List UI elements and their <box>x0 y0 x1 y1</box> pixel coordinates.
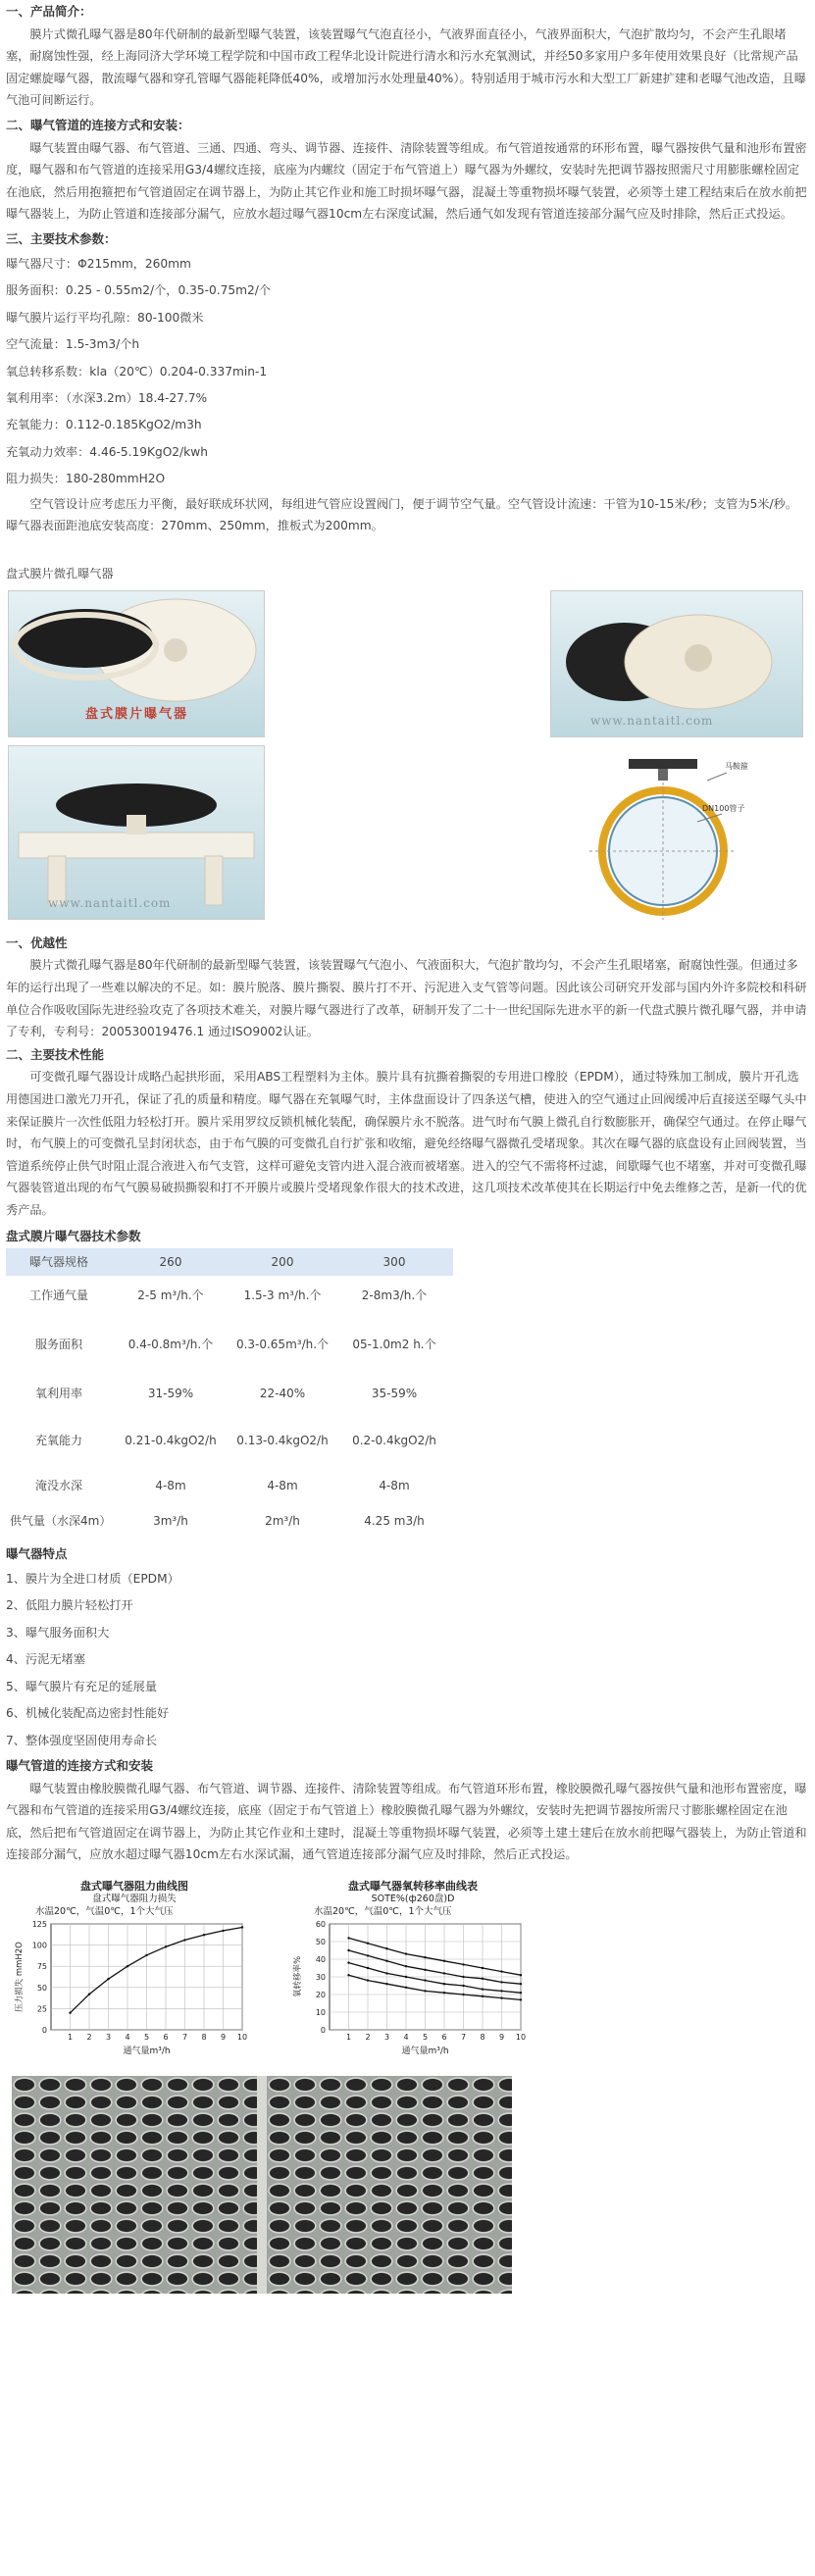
product-photo-top-view <box>550 590 803 737</box>
y-axis-label: 氧转移率% <box>293 1955 303 1998</box>
spec-col-header: 260 <box>112 1248 229 1276</box>
list-item: 2、低阻力膜片轻松打开 <box>6 1598 133 1613</box>
param-item: 充氧能力：0.112-0.185KgO2/m3h <box>6 418 202 432</box>
data-point <box>347 1949 349 1951</box>
main-params-list <box>6 251 809 493</box>
table-cell: 2-8m3/h.个 <box>361 1288 428 1302</box>
data-point <box>500 1981 502 1983</box>
table-cell: 22-40% <box>259 1386 306 1400</box>
data-point <box>385 1960 387 1962</box>
data-point <box>443 1983 445 1985</box>
param-item: 空气流量：1.5-3m3/个h <box>6 337 140 352</box>
spec-table-header <box>6 1248 453 1276</box>
data-point <box>367 1943 369 1945</box>
table-cell: 4-8m <box>267 1478 298 1492</box>
data-point <box>347 1937 349 1939</box>
x-tick-label: 5 <box>422 2033 429 2043</box>
install2-body: 曝气装置由橡胶膜微孔曝气器、布气管道、调节器、连接件、清除装置等组成。布气管道环形布置，橡胶膜微孔曝气器按供气量和池形布置密度，曝气器和布气管道的连接采用G3/4螺纹连接，底座（固定于布气管道上）橡胶膜微孔曝气器为外螺纹，安装时先把调节器按所需尺寸膨胀螺栓固定在池底，然后把布气管道固定在调节器上，为防止其它作业和土建时，混凝土等重物损坏曝气装置，必须等土建土建后在放水前把曝气器装上，为防止管道和连接部分漏气，应放水超过曝气器10cm左右水深试漏，通气管道连接部分漏气应及时排除，然后正式投运。 <box>6 1781 807 1862</box>
data-point <box>165 1945 167 1947</box>
y-tick-label: 30 <box>315 1973 326 1983</box>
data-point <box>183 1939 185 1941</box>
table-cell: 0.2-0.4kgO2/h <box>352 1433 436 1447</box>
table-cell: 2-5 m³/h.个 <box>137 1288 204 1302</box>
main-params-note: 空气管设计应考虑压力平衡，最好联成环状网，每组进气管应设置阀门，便于调节空气量。空气管设计流速：干管为10-15米/秒；支管为5米/秒。曝气器表面距池底安装高度：270mm、250mm，推板式为200mm。 <box>6 496 798 533</box>
data-point <box>241 1926 243 1928</box>
product-photo-label: 盘式膜片曝气器 <box>85 707 189 723</box>
data-point <box>69 2012 71 2014</box>
resistance-chart-condition: 水温20℃，气温0℃，1个大气压 <box>35 1905 174 1917</box>
y-axis-label: 压力损失 mmH2O <box>15 1942 25 2012</box>
y-tick-label: 60 <box>315 1920 326 1930</box>
data-point <box>405 1987 407 1989</box>
table-cell: 淹没水深 <box>34 1478 82 1492</box>
charts-row <box>6 1880 809 2076</box>
tech-perf-body: 可变微孔曝气器设计成略凸起拱形面，采用ABS工程塑料为主体。膜片具有抗撕着撕裂的专用进口橡胶（EPDM），通过特殊加工制成，膜片开孔选用德国进口激光刀开孔，保证了孔的质量和精度。曝气器在充氧曝气时，主体盘面设计了四条送气槽，使进入的空气通过止回阀缓冲后直接送至曝气头中来保证膜片一次性低阻力轻松打开。膜片采用罗纹反锁机械化装配，确保膜片永不脱落。进气时布气膜上微孔自行数膨胀开，确保空气通过。在停止曝气时，布气膜上的可变微孔呈封闭状态，由于布气膜的可变微孔自行扩张和收缩，避免经络曝气器微孔受堵现象。其次在曝气器的底盘设有止回阀装置，当管道系统停止供气时阻止混合液进入布气支管，这样可避免支管内进入混合液而被堵塞。进入的空气不需将杯过滤，间歇曝气也不堵塞，并对可变微孔曝气器装管道出现的布气气膜易破损撕裂和打不开膜片或膜片受堵现象作很大的技术改进，这几项技术改革使其在长期运行中免去维修之苦，是新一代的优秀产品。 <box>6 1070 807 1217</box>
table-cell: 35-59% <box>371 1386 418 1400</box>
data-point <box>520 1983 522 1985</box>
data-point <box>462 1994 464 1995</box>
table-cell: 0.21-0.4kgO2/h <box>125 1433 217 1447</box>
x-tick-label: 10 <box>515 2033 527 2043</box>
table-cell: 氧利用率 <box>34 1386 82 1400</box>
table-cell: 2m³/h <box>265 1513 300 1528</box>
watermark: www.nantaitl.com <box>590 714 714 729</box>
x-tick-label: 8 <box>201 2033 207 2043</box>
table-row <box>6 1276 453 1315</box>
x-tick-label: 3 <box>105 2033 112 2043</box>
data-point <box>520 1998 522 2000</box>
table-cell: 工作通气量 <box>28 1288 88 1302</box>
data-point <box>405 1952 407 1954</box>
data-point <box>482 1988 484 1990</box>
data-point <box>424 1990 426 1992</box>
table-cell: 4-8m <box>379 1478 410 1492</box>
main-params-heading: 三、主要技术参数： <box>6 231 117 246</box>
data-point <box>500 1990 502 1992</box>
oxygen-chart-title: 盘式曝气器氧转移率曲线表 <box>348 1880 478 1894</box>
tech-perf-heading: 二、主要技术性能 <box>6 1046 105 1062</box>
table-cell: 4.25 m3/h <box>364 1513 425 1528</box>
y-tick-label: 20 <box>315 1991 326 2000</box>
x-tick-label: 9 <box>220 2033 227 2043</box>
x-tick-label: 6 <box>163 2033 169 2043</box>
intro-heading: 一、产品简介： <box>6 4 92 19</box>
x-tick-label: 5 <box>143 2033 150 2043</box>
data-point <box>385 1983 387 1985</box>
data-point <box>405 1976 407 1978</box>
product-images-row-2 <box>6 745 809 932</box>
list-item: 7、整体强度坚固使用寿命长 <box>6 1733 158 1747</box>
x-tick-label: 10 <box>236 2033 248 2043</box>
x-tick-label: 9 <box>498 2033 505 2043</box>
installation-diagram <box>570 753 756 925</box>
data-point <box>385 1947 387 1949</box>
param-item: 曝气膜片运行平均孔隙：80-100微米 <box>6 310 204 325</box>
data-point <box>443 1992 445 1994</box>
y-tick-label: 50 <box>36 1983 47 1993</box>
x-tick-label: 4 <box>403 2033 409 2043</box>
field-installation-photo <box>12 2076 512 2294</box>
product-photo-pair <box>8 590 265 737</box>
data-point <box>482 1978 484 1980</box>
data-point <box>462 1963 464 1965</box>
installation-diagram-svg <box>570 753 756 925</box>
param-item: 氧总转移系数：kla（20℃）0.204-0.337min-1 <box>6 364 268 379</box>
oxygen-chart <box>290 1880 535 2071</box>
data-point <box>405 1965 407 1967</box>
x-tick-label: 1 <box>67 2033 74 2043</box>
y-tick-label: 100 <box>31 1941 47 1950</box>
table-row <box>6 1374 453 1413</box>
table-cell: 充氧能力 <box>34 1433 82 1447</box>
y-tick-label: 0 <box>41 2026 47 2036</box>
data-point <box>222 1930 224 1932</box>
x-tick-label: 1 <box>345 2033 352 2043</box>
table-row <box>6 1503 453 1539</box>
table-cell: 31-59% <box>147 1386 194 1400</box>
data-point <box>145 1954 147 1956</box>
y-tick-label: 125 <box>31 1920 47 1930</box>
resistance-chart <box>12 1880 257 2071</box>
data-point <box>520 1974 522 1976</box>
data-point <box>367 1967 369 1969</box>
table-cell: 供气量（水深4m） <box>10 1513 112 1528</box>
y-tick-label: 10 <box>315 2008 326 2018</box>
data-point <box>482 1995 484 1997</box>
list-item: 1、膜片为全进口材质（EPDM） <box>6 1571 179 1586</box>
param-item: 曝气器尺寸：Φ215mm，260mm <box>6 256 191 271</box>
table-cell: 1.5-3 m³/h.个 <box>243 1288 322 1302</box>
data-point <box>203 1934 205 1936</box>
data-point <box>367 1979 369 1981</box>
x-tick-label: 4 <box>125 2033 130 2043</box>
x-tick-label: 7 <box>181 2033 188 2043</box>
y-tick-label: 25 <box>36 2004 47 2014</box>
list-item: 5、曝气膜片有充足的延展量 <box>6 1679 158 1693</box>
data-point <box>500 1970 502 1972</box>
data-point <box>347 1961 349 1963</box>
data-point <box>482 1967 484 1969</box>
spec-col-header: 300 <box>335 1248 453 1276</box>
y-tick-label: 75 <box>36 1962 47 1972</box>
data-point <box>424 1956 426 1958</box>
table-cell: 3m³/h <box>153 1513 188 1528</box>
advantages-heading: 一、优越性 <box>6 934 68 950</box>
table-row <box>6 1413 453 1468</box>
data-point <box>424 1969 426 1971</box>
spec-col-header: 曝气器规格 <box>6 1248 112 1276</box>
y-tick-label: 40 <box>315 1955 326 1965</box>
oxygen-chart-subtitle: SOTE%(ф260盘)D <box>371 1894 455 1905</box>
advantages-body: 膜片式微孔曝气器是80年代研制的最新型曝气装置，该装置曝气气泡小、气液面积大，气泡扩散均匀，不会产生孔眼堵塞，耐腐蚀性强。但通过多年的运行出现了一些难以解决的不足。如：膜片脱落、膜片撕裂、膜片打不开、污泥进入支气管等问题。因此该公司研究开发部与国内外许多院校和科研单位合作吸收国际先进经验攻克了各项技术难关，对膜片曝气器进行了改革，研制开发了二十一世纪国际先进水平的新一代盘式膜片微孔曝气器，并申请了专利，专利号：200530019476.1 通过ISO9002认证。 <box>6 958 807 1039</box>
features-heading: 曝气器特点 <box>6 1546 68 1562</box>
x-tick-label: 2 <box>365 2033 371 2043</box>
data-point <box>367 1954 369 1956</box>
data-point <box>443 1960 445 1962</box>
data-point <box>462 1985 464 1987</box>
strap-label: 马鞍箍 <box>725 761 748 771</box>
param-item: 氧利用率：（水深3.2m）18.4-27.7% <box>6 391 208 406</box>
table-cell: 0.13-0.4kgO2/h <box>236 1433 329 1447</box>
pipe-install-body: 曝气装置由曝气器、布气管道、三通、四通、弯头、调节器、连接件、清除装置等组成。布气管道按通常的环形布置，曝气器按供气量和池形布置密度，曝气器和布气管道的连接采用G3/4螺纹连接，底座为内螺纹（固定于布气管道上）曝气器为外螺纹，安装时先把调节器按照需尺寸用膨胀螺栓固定在池底，然后用抱箍把布气管道固定在调节器上，为防止其它作业和施工时损坏曝气器，混凝土等重物损坏曝气装置，必须等土建工程结束后在放水前把曝气器装上，为防止管道和连接部分漏气，应放水超过曝气器10cm左右深度试漏，然后通气如发现有管道连接部分漏气应及时排除，然后正式投运。 <box>6 140 807 222</box>
data-point <box>107 1978 109 1980</box>
param-item: 服务面积：0.25 - 0.55m2/个，0.35-0.75m2/个 <box>6 283 272 298</box>
field-photo-illustration <box>12 2076 512 2294</box>
oxygen-chart-condition: 水温20℃，气温0℃，1个大气压 <box>314 1905 452 1917</box>
features-list <box>6 1566 809 1754</box>
param-item: 充氧动力效率：4.46-5.19KgO2/kwh <box>6 444 208 459</box>
param-item: 阻力损失：180-280mmH2O <box>6 472 166 486</box>
data-point <box>385 1972 387 1974</box>
y-tick-label: 50 <box>315 1938 326 1947</box>
x-axis-label: 通气量m³/h <box>401 2046 449 2057</box>
data-point <box>462 1976 464 1978</box>
product-images-row-1 <box>6 590 809 745</box>
table-cell: 0.4-0.8m³/h.个 <box>127 1337 214 1351</box>
y-tick-label: 0 <box>320 2026 326 2036</box>
table-cell: 05-1.0m2 h.个 <box>352 1337 436 1351</box>
x-axis-label: 通气量m³/h <box>123 2046 171 2057</box>
resistance-chart-title: 盘式曝气器阻力曲线图 <box>80 1880 188 1894</box>
intro-body: 膜片式微孔曝气器是80年代研制的最新型曝气装置，该装置曝气气泡直径小，气液界面直径小，气液界面积大，气泡扩散均匀，不会产生孔眼堵塞，耐腐蚀性强，经上海同济大学环境工程学院和中国市政工程华北设计院进行清水和污水充氧测试，并经50多家用户多年使用效果良好（比常规产品固定螺旋曝气器，散流曝气器和穿孔管曝气器能耗降低40%，或增加污水处理量40%）。特别适用于城市污水和大型工厂新建扩建和老曝气池改造，且曝气池可间断运行。 <box>6 26 806 108</box>
pipe-label: DN100管子 <box>702 803 745 813</box>
data-point <box>500 1996 502 1998</box>
data-point <box>443 1972 445 1974</box>
x-tick-label: 2 <box>86 2033 92 2043</box>
x-tick-label: 6 <box>441 2033 447 2043</box>
x-tick-label: 8 <box>480 2033 485 2043</box>
table-row <box>6 1315 453 1374</box>
list-item: 6、机械化装配高边密封性能好 <box>6 1706 170 1721</box>
resistance-chart-svg <box>12 1918 257 2065</box>
resistance-chart-subtitle: 盘式曝气器阻力损失 <box>92 1894 177 1905</box>
pipe-install-heading: 二、曝气管道的连接方式和安装： <box>6 118 190 132</box>
x-tick-label: 7 <box>460 2033 467 2043</box>
oxygen-chart-svg <box>290 1918 535 2065</box>
spec-table-heading: 盘式膜片曝气器技术参数 <box>6 1229 141 1244</box>
product-images-title: 盘式膜片微孔曝气器 <box>6 566 114 581</box>
spec-col-header: 200 <box>229 1248 335 1276</box>
data-point <box>424 1979 426 1981</box>
list-item: 3、曝气服务面积大 <box>6 1625 110 1640</box>
table-cell: 服务面积 <box>34 1337 82 1351</box>
table-cell: 4-8m <box>155 1478 186 1492</box>
data-point <box>88 1994 90 1995</box>
product-photo-on-pipe <box>8 745 265 920</box>
table-cell: 0.3-0.65m³/h.个 <box>235 1337 330 1351</box>
table-row <box>6 1468 453 1503</box>
data-point <box>347 1974 349 1976</box>
data-point <box>127 1965 128 1967</box>
watermark: www.nantaitl.com <box>48 896 172 911</box>
install2-heading: 曝气管道的连接方式和安装 <box>6 1758 154 1774</box>
data-point <box>520 1992 522 1994</box>
list-item: 4、污泥无堵塞 <box>6 1652 85 1667</box>
x-tick-label: 3 <box>383 2033 390 2043</box>
spec-table <box>6 1248 453 1539</box>
